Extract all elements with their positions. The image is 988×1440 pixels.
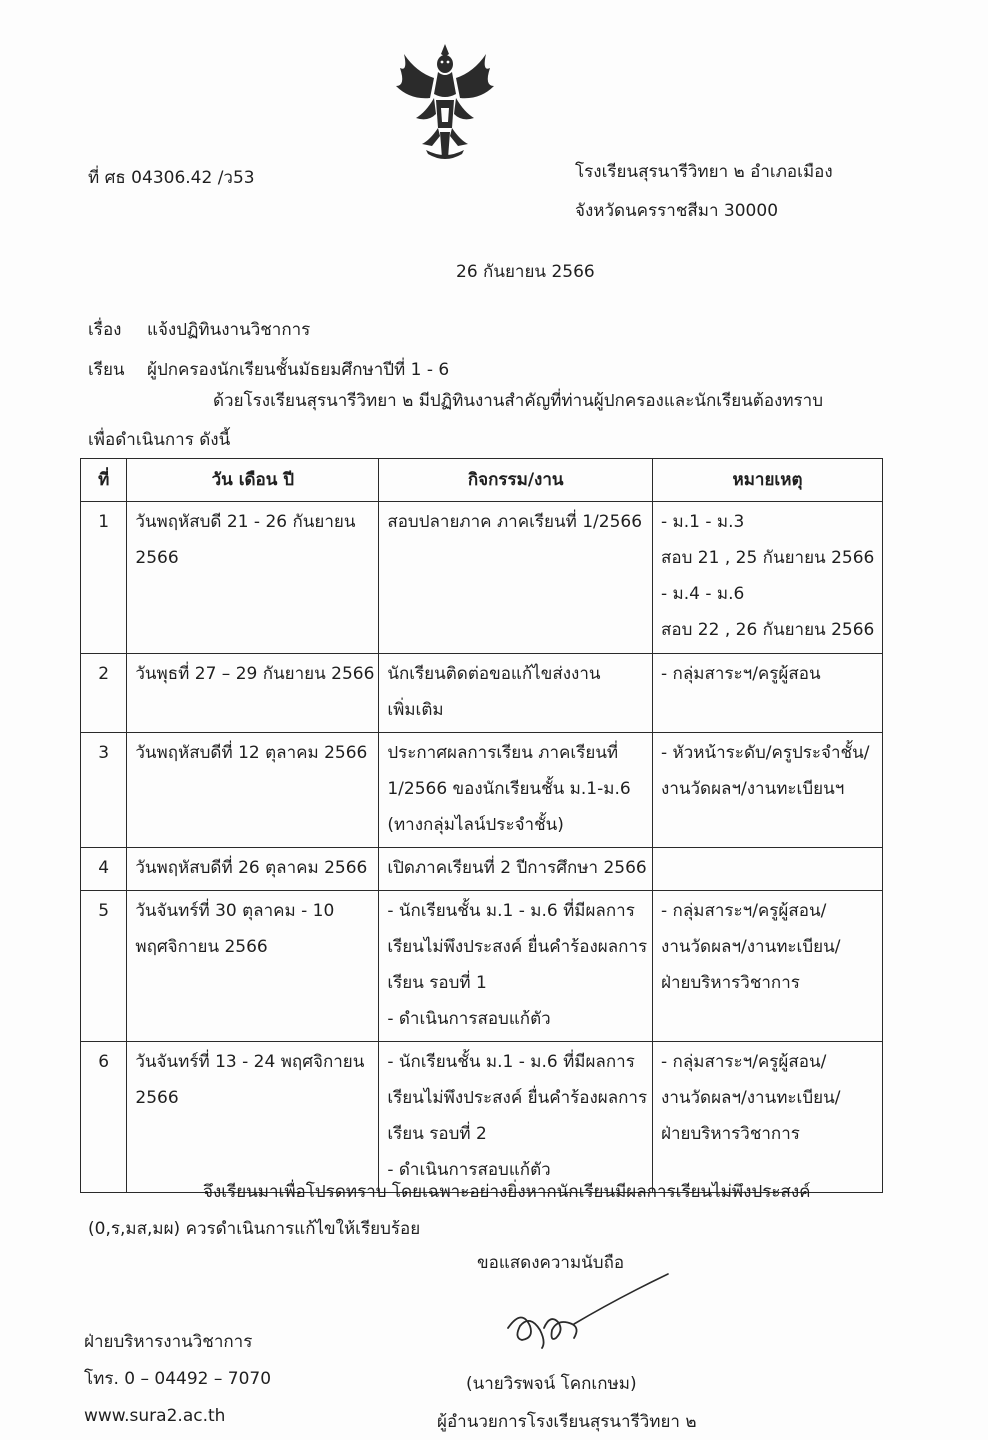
regards-text: ขอแสดงความนับถือ bbox=[477, 1253, 625, 1273]
activity-line: เปิดภาคเรียนที่ 2 ปีการศึกษา 2566 bbox=[387, 858, 647, 878]
row-date bbox=[127, 502, 379, 654]
note-line: - ม.4 - ม.6 bbox=[661, 584, 745, 604]
activity-line: (ทางกลุ่มไลน์ประจำชั้น) bbox=[387, 815, 564, 835]
activity-line: - นักเรียนชั้น ม.1 - ม.6 ที่มีผลการ bbox=[387, 901, 635, 921]
note-line: งานวัดผลฯ/งานทะเบียน/ bbox=[661, 937, 841, 957]
date-line: วันพฤหัสบดีที่ 12 ตุลาคม 2566 bbox=[135, 743, 368, 763]
row-activity bbox=[379, 502, 653, 654]
table-row bbox=[81, 891, 883, 1042]
table-row bbox=[81, 733, 883, 848]
letter-date: 26 กันยายน 2566 bbox=[456, 262, 595, 282]
row-note bbox=[653, 733, 883, 848]
activity-line: เรียน รอบที่ 2 bbox=[387, 1124, 487, 1144]
activity-line: 1/2566 ของนักเรียนชั้น ม.1-ม.6 bbox=[387, 779, 631, 799]
row-number: 3 bbox=[81, 733, 127, 848]
header-no: ที่ bbox=[81, 459, 127, 502]
table-row bbox=[81, 1042, 883, 1193]
table-row bbox=[81, 654, 883, 733]
date-line: วันจันทร์ที่ 30 ตุลาคม - 10 bbox=[135, 901, 335, 921]
note-line: สอบ 21 , 25 กันยายน 2566 bbox=[661, 548, 875, 568]
table-row bbox=[81, 502, 883, 654]
row-note bbox=[653, 891, 883, 1042]
row-number: 5 bbox=[81, 891, 127, 1042]
subject-text: แจ้งปฏิทินงานวิชาการ bbox=[147, 320, 311, 340]
table-header-row bbox=[81, 459, 883, 502]
row-note bbox=[653, 502, 883, 654]
schedule-table bbox=[80, 458, 883, 1193]
activity-line: เรียนไม่พึงประสงค์ ยื่นคำร้องผลการ bbox=[387, 1088, 648, 1108]
activity-line: ประกาศผลการเรียน ภาคเรียนที่ bbox=[387, 743, 619, 763]
header-date: วัน เดือน ปี bbox=[127, 459, 379, 502]
note-line: - หัวหน้าระดับ/ครูประจำชั้น/ bbox=[661, 743, 870, 763]
activity-line: นักเรียนติดต่อขอแก้ไขส่งงาน bbox=[387, 664, 601, 684]
date-line: 2566 bbox=[135, 548, 179, 568]
row-number: 1 bbox=[81, 502, 127, 654]
activity-line: เรียน รอบที่ 1 bbox=[387, 973, 487, 993]
activity-line: เรียนไม่พึงประสงค์ ยื่นคำร้องผลการ bbox=[387, 937, 648, 957]
row-date bbox=[127, 891, 379, 1042]
row-activity bbox=[379, 1042, 653, 1193]
row-activity bbox=[379, 848, 653, 891]
note-line: - ม.1 - ม.3 bbox=[661, 512, 745, 532]
activity-line: สอบปลายภาค ภาคเรียนที่ 1/2566 bbox=[387, 512, 643, 532]
row-activity bbox=[379, 654, 653, 733]
date-line: วันพฤหัสบดีที่ 26 ตุลาคม 2566 bbox=[135, 858, 368, 878]
row-activity bbox=[379, 891, 653, 1042]
garuda-emblem bbox=[386, 42, 504, 162]
date-line: วันพฤหัสบดี 21 - 26 กันยายน bbox=[135, 512, 356, 532]
row-date bbox=[127, 733, 379, 848]
row-note bbox=[653, 654, 883, 733]
activity-line: - นักเรียนชั้น ม.1 - ม.6 ที่มีผลการ bbox=[387, 1052, 635, 1072]
intro-line-1: ด้วยโรงเรียนสุรนารีวิทยา ๒ มีปฏิทินงานสำคัญที่ท่านผู้ปกครองและนักเรียนต้องทราบ bbox=[213, 391, 823, 411]
province-address: จังหวัดนครราชสีมา 30000 bbox=[575, 201, 779, 221]
row-date bbox=[127, 654, 379, 733]
footer-department: ฝ่ายบริหารงานวิชาการ bbox=[84, 1332, 253, 1352]
activity-line: เพิ่มเติม bbox=[387, 700, 444, 720]
row-note bbox=[653, 848, 883, 891]
date-line: 2566 bbox=[135, 1088, 179, 1108]
note-line: - กลุ่มสาระฯ/ครูผู้สอน/ bbox=[661, 1052, 827, 1072]
recipient-text: ผู้ปกครองนักเรียนชั้นมัธยมศึกษาปีที่ 1 - 6 bbox=[147, 360, 450, 380]
row-note bbox=[653, 1042, 883, 1193]
signer-name: (นายวิรพจน์ โคกเกษม) bbox=[466, 1374, 637, 1394]
footer-phone: โทร. 0 – 04492 – 7070 bbox=[84, 1369, 272, 1389]
activity-line: - ดำเนินการสอบแก้ตัว bbox=[387, 1009, 551, 1029]
row-activity bbox=[379, 733, 653, 848]
closing-line-2: (0,ร,มส,มผ) ควรดำเนินการแก้ไขให้เรียบร้อย bbox=[88, 1219, 421, 1239]
school-address: โรงเรียนสุรนารีวิทยา ๒ อำเภอเมือง bbox=[575, 162, 833, 182]
note-line: สอบ 22 , 26 กันยายน 2566 bbox=[661, 620, 875, 640]
reference-number: ที่ ศธ 04306.42 /ว53 bbox=[88, 168, 255, 188]
footer-website: www.sura2.ac.th bbox=[84, 1406, 226, 1426]
row-number: 6 bbox=[81, 1042, 127, 1193]
row-date bbox=[127, 848, 379, 891]
row-date bbox=[127, 1042, 379, 1193]
row-number: 2 bbox=[81, 654, 127, 733]
note-line: ฝ่ายบริหารวิชาการ bbox=[661, 1124, 800, 1144]
closing-line-1: จึงเรียนมาเพื่อโปรดทราบ โดยเฉพาะอย่างยิ่งหากนักเรียนมีผลการเรียนไม่พึงประสงค์ bbox=[203, 1182, 811, 1202]
handwritten-signature bbox=[500, 1268, 700, 1378]
header-activity: กิจกรรม/งาน bbox=[379, 459, 653, 502]
activity-line: - ดำเนินการสอบแก้ตัว bbox=[387, 1160, 551, 1180]
header-note: หมายเหตุ bbox=[653, 459, 883, 502]
table-row bbox=[81, 848, 883, 891]
note-line: งานวัดผลฯ/งานทะเบียนฯ bbox=[661, 779, 845, 799]
subject-label: เรื่อง bbox=[88, 320, 122, 340]
date-line: วันพุธที่ 27 – 29 กันยายน 2566 bbox=[135, 664, 375, 684]
note-line: งานวัดผลฯ/งานทะเบียน/ bbox=[661, 1088, 841, 1108]
note-line: - กลุ่มสาระฯ/ครูผู้สอน/ bbox=[661, 901, 827, 921]
date-line: พฤศจิกายน 2566 bbox=[135, 937, 268, 957]
row-number: 4 bbox=[81, 848, 127, 891]
recipient-label: เรียน bbox=[88, 360, 125, 380]
date-line: วันจันทร์ที่ 13 - 24 พฤศจิกายน bbox=[135, 1052, 365, 1072]
note-line: - กลุ่มสาระฯ/ครูผู้สอน bbox=[661, 664, 821, 684]
note-line: ฝ่ายบริหารวิชาการ bbox=[661, 973, 800, 993]
signer-position: ผู้อำนวยการโรงเรียนสุรนารีวิทยา ๒ bbox=[437, 1412, 697, 1432]
intro-line-2: เพื่อดำเนินการ ดังนี้ bbox=[88, 430, 231, 450]
